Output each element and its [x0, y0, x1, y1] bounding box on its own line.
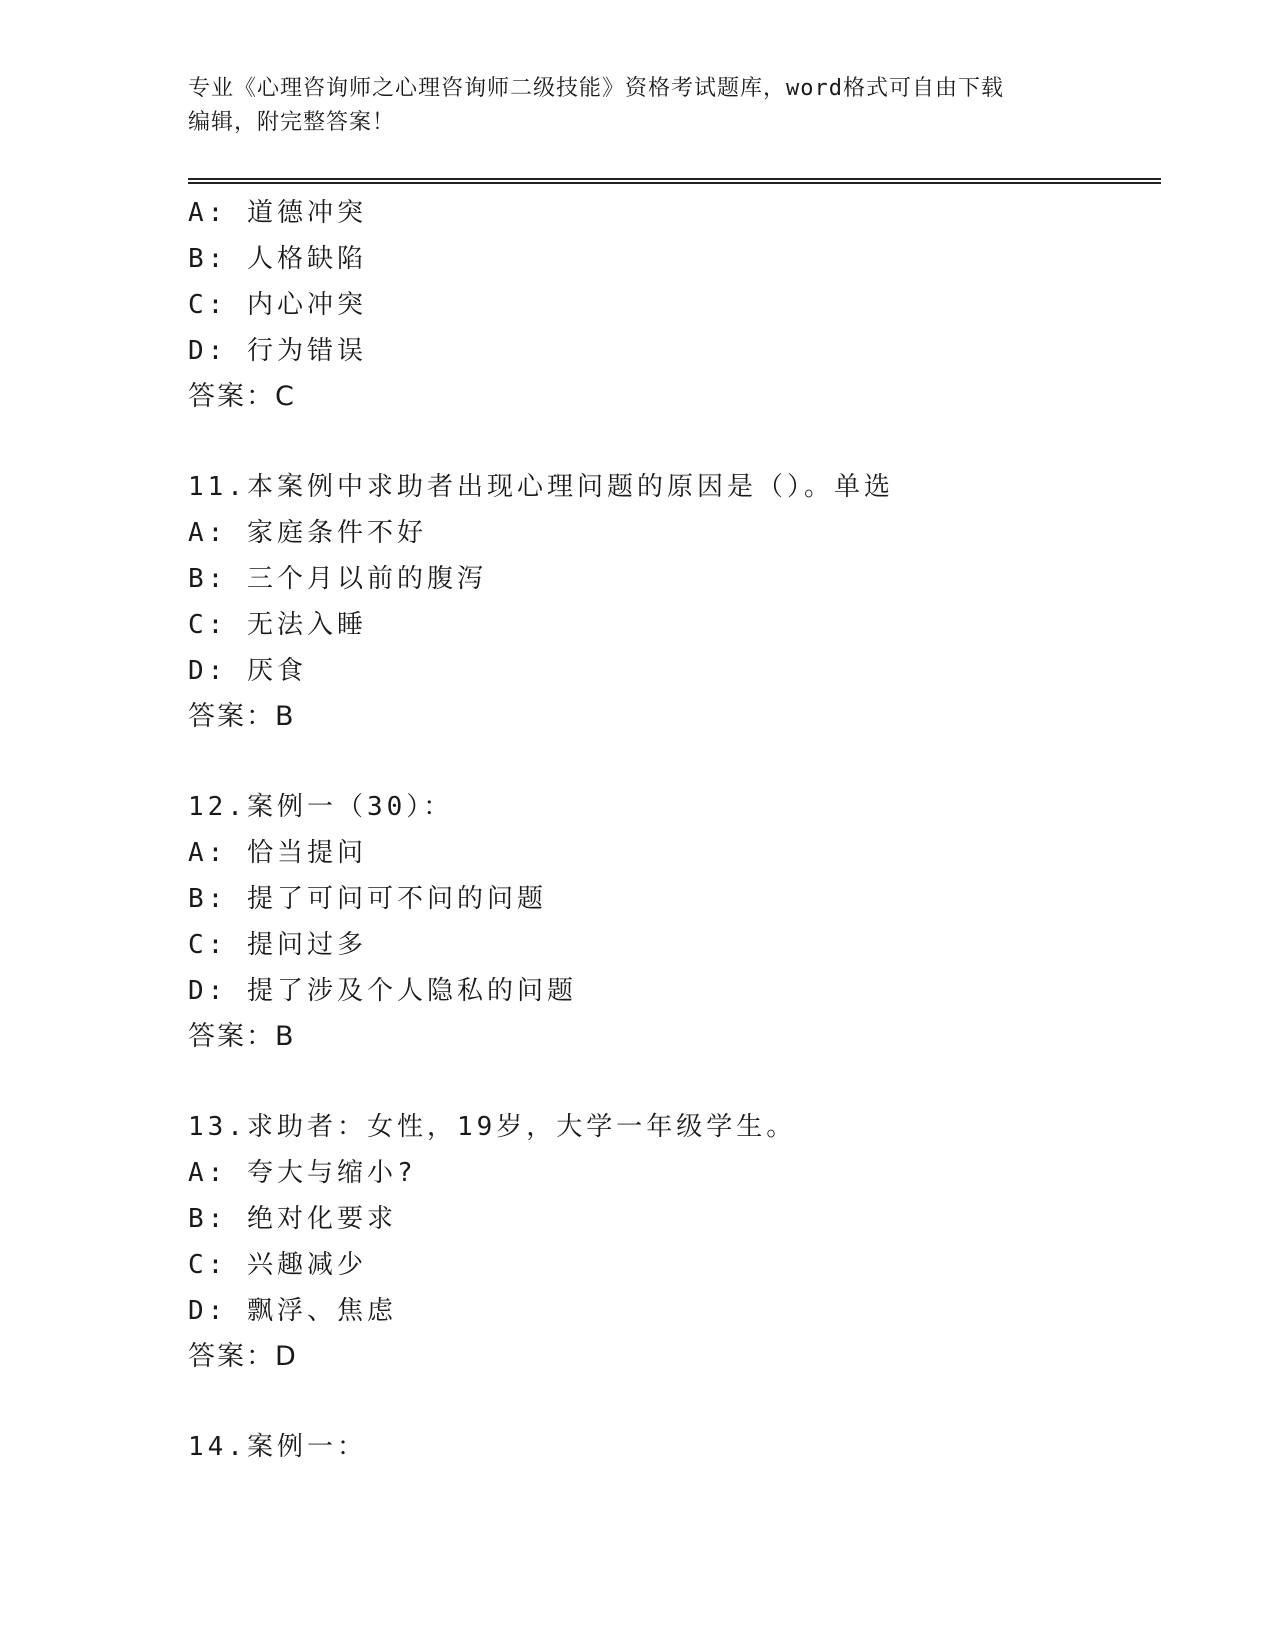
answer-line: 答案：D	[188, 1341, 298, 1372]
question-text: 12.案例一（30）：	[188, 792, 454, 822]
option-d: D: 厌食	[188, 656, 307, 686]
question-block-12	[188, 784, 1148, 1060]
answer-line: 答案：B	[188, 701, 296, 732]
option-b: B: 提了可问可不问的问题	[188, 884, 547, 914]
header-line-1: 专业《心理咨询师之心理咨询师二级技能》资格考试题库，word格式可自由下载	[188, 76, 1004, 101]
option-b: B: 三个月以前的腹泻	[188, 564, 487, 594]
option-a: A: 道德冲突	[188, 198, 367, 228]
header-divider	[188, 178, 1161, 184]
option-d: D: 飘浮、焦虑	[188, 1296, 397, 1326]
answer-line: 答案：C	[188, 381, 296, 412]
option-d: D: 行为错误	[188, 336, 367, 366]
question-block-11	[188, 464, 1148, 740]
question-block-13	[188, 1104, 1148, 1380]
option-b: B: 人格缺陷	[188, 244, 367, 274]
question-text: 14.案例一：	[188, 1432, 367, 1462]
option-a: A: 夸大与缩小?	[188, 1158, 417, 1188]
question-list	[188, 190, 1148, 1470]
option-b: B: 绝对化要求	[188, 1204, 397, 1234]
option-c: C: 提问过多	[188, 930, 367, 960]
option-a: A: 家庭条件不好	[188, 518, 427, 548]
question-block-10	[188, 190, 1148, 420]
option-c: C: 无法入睡	[188, 610, 367, 640]
document-header	[188, 72, 1088, 140]
option-c: C: 内心冲突	[188, 290, 367, 320]
header-line-2: 编辑，附完整答案！	[188, 110, 396, 135]
option-c: C: 兴趣减少	[188, 1250, 367, 1280]
question-text: 13.求助者：女性，19岁，大学一年级学生。	[188, 1112, 797, 1142]
option-d: D: 提了涉及个人隐私的问题	[188, 976, 577, 1006]
option-a: A: 恰当提问	[188, 838, 367, 868]
question-block-14	[188, 1424, 1148, 1470]
question-text: 11.本案例中求助者出现心理问题的原因是（）。单选	[188, 472, 894, 502]
answer-line: 答案：B	[188, 1021, 296, 1052]
